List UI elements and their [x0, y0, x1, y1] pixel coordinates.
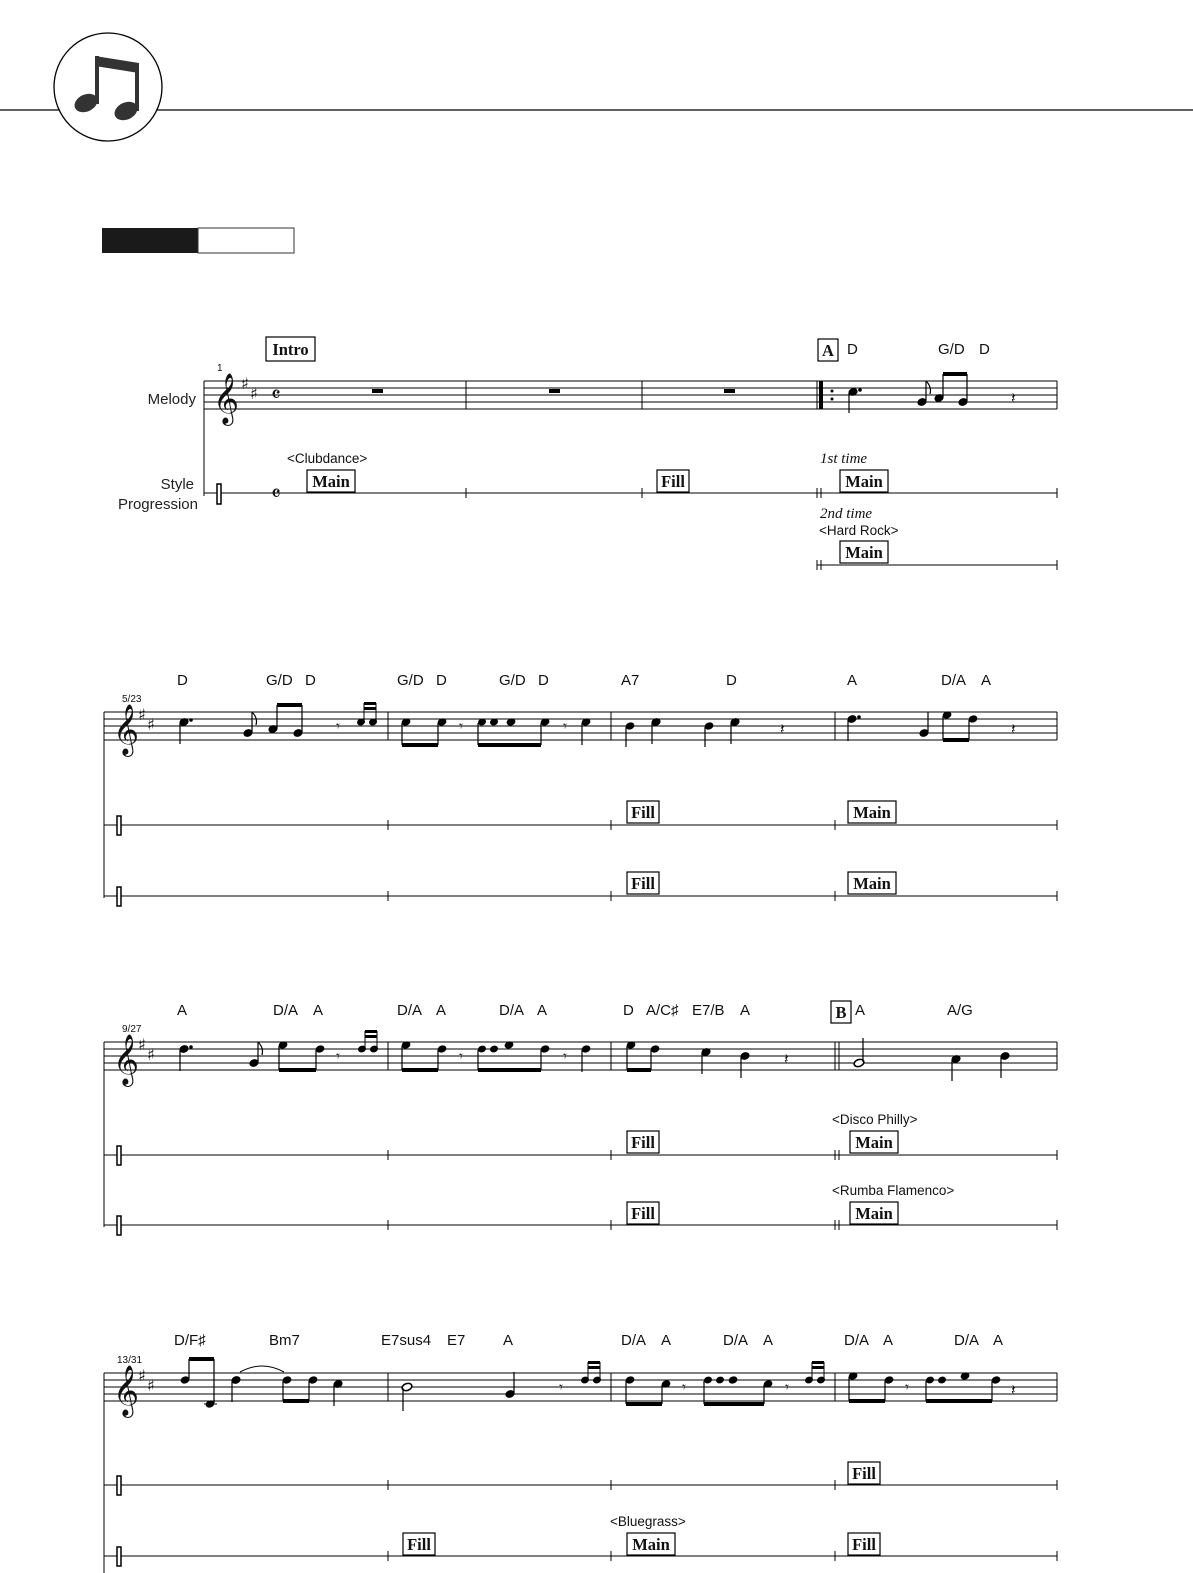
style-box-main: Main	[853, 874, 891, 893]
chord: A	[436, 1002, 447, 1019]
chord: D	[979, 341, 990, 358]
style-box-fill: Fill	[852, 1535, 876, 1554]
treble-clef-icon: 𝄞	[113, 1034, 140, 1085]
chord: D/A	[954, 1332, 980, 1349]
chord: A	[537, 1002, 548, 1019]
style-box-main: Main	[632, 1535, 670, 1554]
quarter-rest: 𝄽	[784, 1050, 789, 1068]
eighth-rest: 𝄾	[682, 1378, 686, 1396]
common-time-icon: 𝄴	[271, 383, 281, 408]
style-name: <Disco Philly>	[832, 1112, 918, 1127]
style-label: Style	[160, 476, 194, 493]
chord: G/D	[266, 672, 293, 689]
chord: D	[305, 672, 316, 689]
style-name: <Rumba Flamenco>	[832, 1183, 955, 1198]
style-box-fill: Fill	[631, 1133, 655, 1152]
progression-label: Progression	[117, 496, 198, 513]
chord: A	[883, 1332, 894, 1349]
chord: Bm7	[269, 1332, 300, 1349]
whole-rest	[724, 389, 735, 393]
chord: G/D	[938, 341, 965, 358]
eighth-rest: 𝄾	[459, 717, 463, 735]
system-3	[104, 1001, 1057, 1235]
section-marker-intro: Intro	[272, 340, 309, 359]
repeat-annotation: 1st time	[820, 451, 868, 467]
style-box-main: Main	[855, 1204, 893, 1223]
style-box-fill: Fill	[852, 1464, 876, 1483]
chord: D/F♯	[174, 1332, 206, 1349]
sharp-icon: ♯	[138, 705, 146, 724]
eighth-rest: 𝄾	[336, 1047, 340, 1065]
chord: D/A	[844, 1332, 870, 1349]
style-box-main: Main	[853, 803, 891, 822]
chord: A	[993, 1332, 1004, 1349]
chord: D/A	[499, 1002, 525, 1019]
chord: E7sus4	[381, 1332, 432, 1349]
eighth-rest: 𝄾	[559, 1378, 563, 1396]
chord: D	[436, 672, 447, 689]
chord: A	[981, 672, 992, 689]
section-marker-b: B	[835, 1003, 847, 1022]
sharp-icon: ♯	[241, 374, 249, 393]
style-box-main: Main	[855, 1133, 893, 1152]
system-2	[104, 672, 1057, 906]
treble-clef-icon: 𝄞	[113, 704, 140, 755]
chord: D/A	[621, 1332, 647, 1349]
whole-rest	[372, 389, 383, 393]
chord: D	[726, 672, 737, 689]
melody-staff	[104, 1042, 1057, 1227]
style-name: <Bluegrass>	[610, 1514, 686, 1529]
sharp-icon: ♯	[147, 1376, 155, 1395]
sharp-icon: ♯	[147, 1045, 155, 1064]
chord: D/A	[273, 1002, 299, 1019]
common-time-icon: 𝄴	[271, 482, 281, 507]
style-box-main: Main	[845, 472, 883, 491]
melody-staff	[104, 712, 1057, 898]
chord: D	[623, 1002, 634, 1019]
quarter-rest: 𝄽	[1011, 1381, 1016, 1399]
style-row-2	[104, 1216, 1057, 1235]
chord: D	[538, 672, 549, 689]
eighth-rest: 𝄾	[905, 1378, 909, 1396]
treble-clef-icon: 𝄞	[113, 1365, 140, 1416]
eighth-rest: 𝄾	[563, 1047, 567, 1065]
style-name: <Hard Rock>	[819, 523, 899, 538]
section-marker-a: A	[822, 341, 834, 360]
measure-number: 9/27	[122, 1024, 142, 1035]
chord: A	[740, 1002, 751, 1019]
eighth-rest: 𝄾	[336, 717, 340, 735]
style-box-main: Main	[845, 543, 883, 562]
chord: E7/B	[692, 1002, 725, 1019]
melody-notes	[180, 1357, 1001, 1411]
measure-number: 1	[217, 363, 223, 374]
eighth-rest: 𝄾	[459, 1047, 463, 1065]
style-name: <Clubdance>	[287, 451, 368, 466]
chord: D	[177, 672, 188, 689]
chord: A	[847, 672, 858, 689]
measure-number: 13/31	[117, 1355, 143, 1366]
sharp-icon: ♯	[250, 384, 258, 403]
chord: D/A	[397, 1002, 423, 1019]
sharp-icon: ♯	[138, 1035, 146, 1054]
eighth-rest: 𝄾	[563, 717, 567, 735]
style-box-fill: Fill	[631, 874, 655, 893]
repeat-annotation: 2nd time	[820, 506, 873, 522]
chord: G/D	[499, 672, 526, 689]
melody-staff	[104, 1373, 1057, 1573]
chord: D	[847, 341, 858, 358]
style-box-main: Main	[312, 472, 350, 491]
style-row-1	[104, 816, 1057, 835]
chord: A	[855, 1002, 866, 1019]
treble-clef-icon: 𝄞	[213, 373, 240, 424]
style-box-fill: Fill	[661, 472, 685, 491]
quarter-rest: 𝄽	[1011, 389, 1016, 407]
melody-label: Melody	[147, 391, 196, 408]
chord: A/C♯	[646, 1002, 679, 1019]
style-row-1	[104, 1476, 1057, 1495]
quarter-rest: 𝄽	[780, 720, 785, 738]
style-box-fill: Fill	[631, 803, 655, 822]
sharp-icon: ♯	[138, 1366, 146, 1385]
style-box-fill: Fill	[407, 1535, 431, 1554]
notes-measure-4	[848, 372, 968, 413]
chord: A	[313, 1002, 324, 1019]
sharp-icon: ♯	[147, 715, 155, 734]
style-row-1	[104, 1146, 1057, 1165]
chord: A7	[621, 672, 640, 689]
chord: E7	[447, 1332, 466, 1349]
eighth-rest: 𝄾	[785, 1378, 789, 1396]
chord: G/D	[397, 672, 424, 689]
chord: A/G	[947, 1002, 973, 1019]
chord: A	[503, 1332, 514, 1349]
chord: D/A	[723, 1332, 749, 1349]
section-tab	[102, 228, 294, 253]
style-row-2	[104, 1547, 1057, 1566]
music-note-icon	[54, 33, 162, 141]
system-4	[104, 1332, 1057, 1573]
measure-number: 5/23	[122, 694, 142, 705]
system-1	[118, 337, 1057, 570]
chord: A	[661, 1332, 672, 1349]
whole-rest	[549, 389, 560, 393]
chord: D/A	[941, 672, 967, 689]
quarter-rest: 𝄽	[1011, 720, 1016, 738]
style-row-2	[104, 887, 1057, 906]
chord: A	[763, 1332, 774, 1349]
chord: A	[177, 1002, 188, 1019]
style-box-fill: Fill	[631, 1204, 655, 1223]
